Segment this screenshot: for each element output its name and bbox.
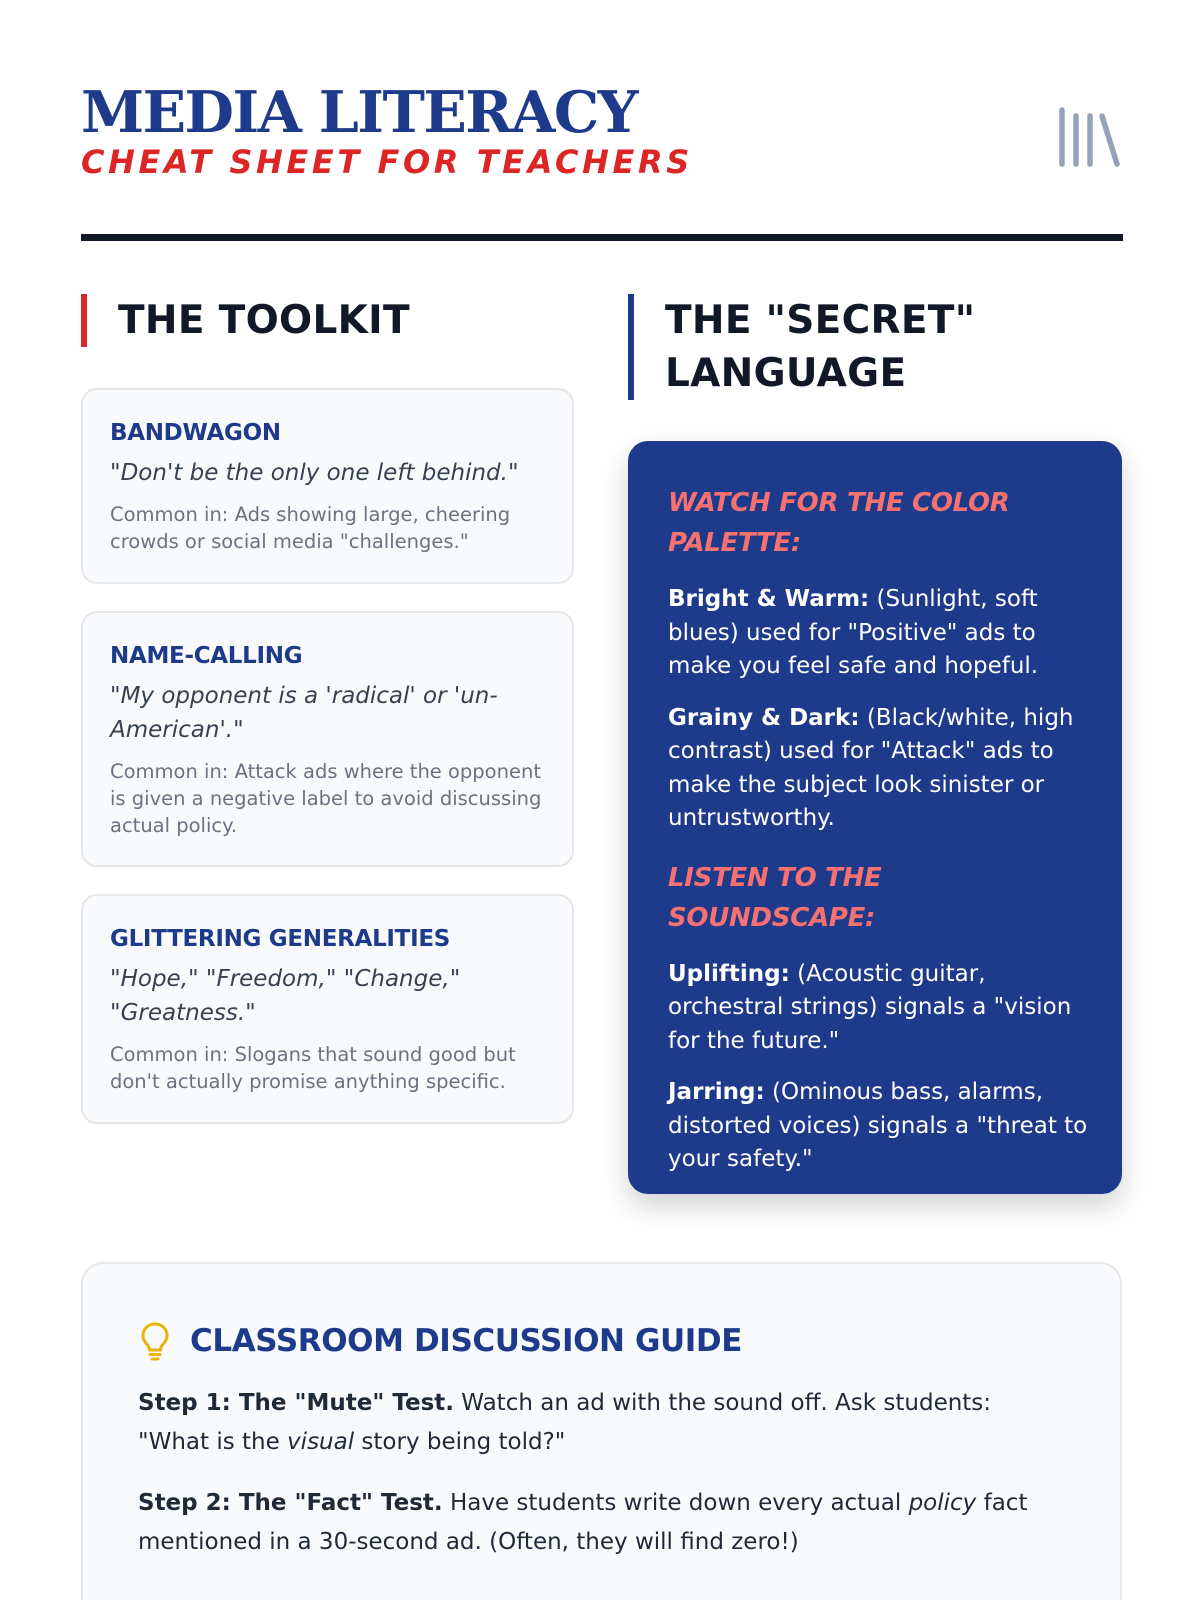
page-header (81, 80, 1123, 242)
secret-language-panel (628, 441, 1122, 1194)
library-icon (1057, 106, 1121, 170)
step-emphasis: policy (908, 1490, 977, 1516)
card-common-usage: Common in: Ads showing large, cheering crowds or social media "challenges." (110, 503, 511, 553)
secret-language-heading (628, 294, 1098, 400)
secret-language-heading-text: THE "SECRET" LANGUAGE (665, 298, 976, 396)
guide-steps (138, 1384, 1065, 1562)
panel-item-text: (Sunlight, soft blues) used for "Positive" ads to make you feel safe and hopeful. (668, 586, 1039, 679)
page-title: MEDIA LITERACY (81, 79, 637, 146)
panel-item (668, 1076, 1092, 1177)
panel-item-label: Jarring: (668, 1079, 765, 1105)
guide-step (138, 1484, 1058, 1562)
color-palette-heading: WATCH FOR THE COLOR PALETTE: (668, 488, 1010, 558)
card-title: BANDWAGON (110, 420, 281, 446)
step-label: Step 2: The "Fact" Test. (138, 1490, 443, 1516)
toolkit-heading: THE TOOLKIT (81, 294, 410, 347)
card-title: GLITTERING GENERALITIES (110, 926, 451, 952)
lightbulb-icon (138, 1321, 172, 1361)
panel-item (668, 702, 1092, 836)
guide-header (138, 1320, 1065, 1362)
step-emphasis: visual (287, 1429, 355, 1455)
step-text: Have students write down every actual (442, 1490, 909, 1516)
panel-item-label: Grainy & Dark: (668, 704, 860, 731)
toolkit-card-glittering-generalities (81, 894, 574, 1124)
card-title: NAME-CALLING (110, 643, 303, 669)
step-text: story being told?" (354, 1429, 566, 1455)
discussion-guide (81, 1262, 1122, 1600)
card-common-usage: Common in: Slogans that sound good but don't actually promise anything specific. (110, 1043, 516, 1093)
card-quote: "My opponent is a 'radical' or 'un-American'." (110, 683, 498, 743)
panel-item (668, 583, 1092, 684)
panel-item-text: (Acoustic guitar, orchestral strings) signals a "vision for the future." (668, 960, 1072, 1054)
card-quote: "Hope," "Freedom," "Change," "Greatness." (110, 966, 461, 1026)
panel-item-label: Bright & Warm: (668, 586, 870, 612)
card-quote: "Don't be the only one left behind." (110, 460, 519, 486)
panel-item-text: (Ominous bass, alarms, distorted voices) signals a "threat to your safety." (668, 1079, 1088, 1172)
toolkit-card-name-calling (81, 611, 574, 867)
card-common-usage: Common in: Attack ads where the opponent is given a negative label to avoid discussing actual policy. (110, 760, 542, 837)
step-label: Step 1: The "Mute" Test. (138, 1390, 454, 1416)
header-divider (81, 234, 1123, 241)
panel-item (668, 958, 1092, 1059)
soundscape-heading: LISTEN TO THE SOUNDSCAPE: (668, 862, 882, 933)
guide-step (138, 1384, 1058, 1462)
guide-title: CLASSROOM DISCUSSION GUIDE (190, 1323, 743, 1359)
panel-item-text: (Black/white, high contrast) used for "Attack" ads to make the subject look sinister or untrustworthy. (668, 704, 1074, 831)
toolkit-card-bandwagon (81, 388, 574, 584)
step-text: Watch an ad with the sound off. Ask students: "What is the (138, 1390, 992, 1455)
step-text: fact mentioned in a 30-second ad. (Often, they will find zero!) (138, 1490, 1028, 1555)
page-subtitle: CHEAT SHEET FOR TEACHERS (81, 143, 693, 181)
panel-item-label: Uplifting: (668, 960, 790, 987)
